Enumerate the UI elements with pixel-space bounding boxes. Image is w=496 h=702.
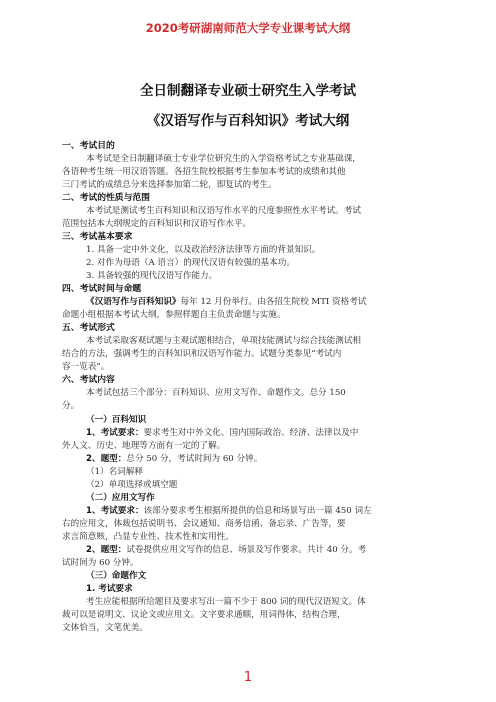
section-6-line: 分。 — [62, 401, 80, 411]
part-2-title: （二）应用文写作 — [86, 493, 155, 503]
part-3-title: （三）命题作文 — [86, 571, 147, 581]
section-4-heading: 四、考试时间与命题 — [62, 284, 142, 294]
requirement-item: 3. 具备较强的现代汉语写作能力。 — [86, 271, 218, 281]
page-number: 1 — [243, 670, 253, 685]
requirement-text: 该部分要求考生根据所提供的信息和场景写出一篇 450 词左 — [143, 506, 372, 516]
course-name: 《汉语写作与百科知识》 — [86, 297, 181, 307]
type-label: 2、题型： — [86, 454, 127, 464]
section-1-line: 三门考试的成绩总分来选择参加第二轮，即复试的考生。 — [62, 180, 277, 190]
requirement-text: 要求考生对中外文化、国内国际政治、经济、法律以及中 — [143, 428, 359, 438]
section-4-line: 命题小组根据本考试大纲，参照样题自主负责命题与实施。 — [62, 310, 286, 320]
part-2-line: 试时间为 60 分钟。 — [62, 558, 139, 568]
section-2-line: 范围包括本大纲规定的百科知识和汉语写作水平。 — [62, 219, 252, 229]
section-2-line: 本考试是测试考生百科知识和汉语写作水平的尺度参照性水平考试。考试 — [86, 206, 362, 216]
part-3-line: 文体恰当，文笔优美。 — [62, 623, 148, 633]
requirement-item: 2. 对作为母语（A 语言）的现代汉语有较强的基本功。 — [86, 258, 295, 268]
question-type-item: （2）单项选择或填空题 — [86, 480, 178, 490]
section-1-line: 各语种考生统一用汉语答题。各招生院校根据考生参加本考试的成绩和其他 — [62, 167, 346, 177]
section-5-line: 容一览表”。 — [62, 362, 110, 372]
section-4-line — [86, 296, 366, 309]
part-3-line: 考生应能根据所给题目及要求写出一篇不少于 800 词的现代汉语短文。体 — [86, 597, 366, 607]
section-3-heading: 三、考试基本要求 — [62, 232, 133, 242]
type-text: 试卷提供应用文写作的信息、场景及写作要求。共计 40 分。考 — [126, 545, 367, 555]
section-1-line: 本考试是全日制翻译硕士专业学位研究生的入学资格考试之专业基础课, — [86, 154, 356, 164]
section-6-heading: 六、考试内容 — [62, 375, 115, 385]
section-6-line: 本考试包括三个部分：百科知识、应用文写作、命题作文。总分 150 — [86, 388, 346, 398]
question-type-item: （1）名词解释 — [86, 467, 144, 477]
part-2-line — [86, 505, 372, 518]
document-subtitle: 《汉语写作与百科知识》考试大纲 — [146, 113, 350, 129]
exam-banner: 2020考研湖南师范大学专业课考试大纲 — [145, 21, 351, 35]
part-1-title: （一）百科知识 — [86, 415, 147, 425]
part-2-line: 右的应用文，体裁包括说明书、会议通知、商务信函、备忘录、广告等，要 — [62, 519, 346, 529]
requirement-item: 1. 具备一定中外文化，以及政治经济法律等方面的背景知识。 — [86, 245, 321, 255]
part-1-line — [86, 427, 358, 440]
section-1-heading: 一、考试目的 — [62, 141, 115, 151]
document-title: 全日制翻译专业硕士研究生入学考试 — [140, 83, 356, 99]
part-3-requirement-label: 1. 考试要求 — [86, 584, 133, 594]
part-2-line: 求言简意赅，凸显专业性、技术性和实用性。 — [62, 532, 234, 542]
section-2-heading: 二、考试的性质与范围 — [62, 193, 150, 203]
part-3-line: 裁可以是说明文、议论文或应用文。文字要求通顺，用词得体，结构合理， — [62, 610, 346, 620]
section-5-line: 结合的方法，强调考生的百科知识和汉语写作能力。试题分类参见“考试内 — [62, 349, 342, 359]
section-5-line: 本考试采取客观试题与主观试题相结合，单项技能测试与综合技能测试相 — [86, 336, 362, 346]
type-text: 总分 50 分，考试时间为 60 分钟。 — [126, 454, 263, 464]
section-5-heading: 五、考试形式 — [62, 323, 115, 333]
section-4-text: 每年 12 月份举行。由各招生院校 MTI 资格考试 — [180, 297, 367, 307]
requirement-label: 1、考试要求： — [86, 506, 144, 516]
requirement-label: 1、考试要求： — [86, 428, 144, 438]
part-1-line — [86, 453, 262, 466]
part-2-line — [86, 544, 366, 557]
type-label: 2、题型： — [86, 545, 127, 555]
part-1-line: 外人文、历史、地理等方面有一定的了解。 — [62, 441, 226, 451]
